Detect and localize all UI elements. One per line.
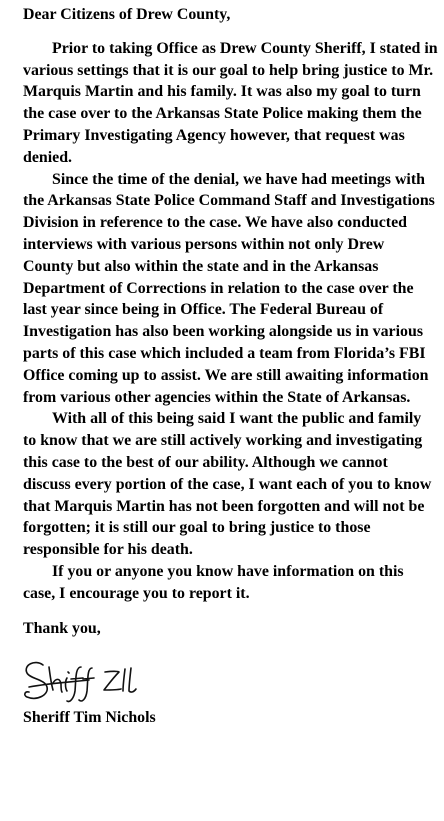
signer-name: Sheriff Tim Nichols [23,709,156,727]
paragraph-4: If you or anyone you know have information on this case, I encourage you to report it. [23,562,404,602]
closing: Thank you, [23,619,101,637]
handwritten-signature [21,657,139,707]
paragraph-1: Prior to taking Office as Drew County Sheriff, I stated in various settings that it is our goal to help bring justice to Mr. Marquis Martin and his family. It was also my goal to turn the case over to the Arkansas State Police making them the Primary Investigating Agency however, that request was denied. [23,39,438,166]
paragraph-3: With all of this being said I want the public and family to know that we are still actively working and investigating this case to the best of our ability. Although we cannot discuss every portion of the case, I want each of you to know that Marquis Martin has not been forgotten and will not be forgotten; it is still our goal to bring justice to those responsible for his death. [23,410,432,559]
salutation: Dear Citizens of Drew County, [23,6,231,23]
paragraph-2: Since the time of the denial, we have had meetings with the Arkansas State Police Command Staff and Investigations Division in reference to the case. We have also conducted interviews with various persons within not only Drew County but also within the state and in the Arkansas Department of Corrections in relation to the case over the last year since being in Office. The Federal Bureau of Investigation has also been working alongside us in various parts of this case which included a team from Florida’s FBI Office coming up to assist. We are still awaiting information from various other agencies within the State of Arkansas. [23,170,435,406]
